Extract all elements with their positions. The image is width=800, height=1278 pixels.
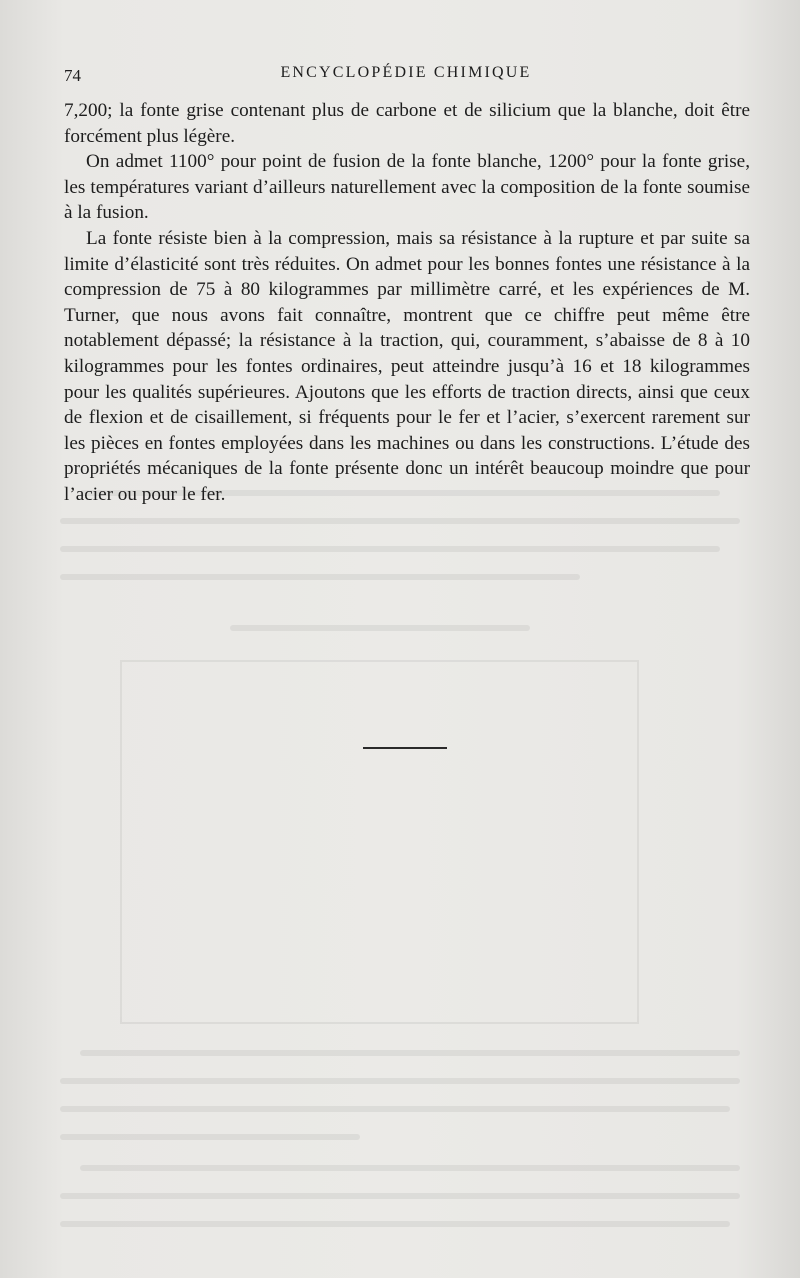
paragraph-fusion-point: On admet 1100° pour point de fusion de la fonte blanche, 1200° pour la fonte grise, les températures variant d’ailleurs naturellement avec la composition de la fonte soumise à la fusion. (64, 151, 750, 224)
page-header (64, 62, 748, 84)
section-end-rule (363, 747, 447, 749)
body-text (64, 98, 750, 508)
running-title: ENCYCLOPÉDIE CHIMIQUE (280, 64, 532, 81)
paragraph-mechanical-resistance: La fonte résiste bien à la compression, mais sa résistance à la rupture et par suite sa limite d’élasticité sont très réduites. On admet pour les bonnes fontes une résistance à la compression de 75 à 80 kilogrammes par millimètre carré, et les expériences de M. Turner, que nous avons fait connaître, montrent que ce chiffre peut même être notablement dépassé; la résistance à la traction, qui, couramment, s’abaisse de 8 à 10 kilogrammes pour les fontes ordinaires, peut atteindre jusqu’à 16 et 18 kilogrammes pour les qualités supérieures. Ajoutons que les efforts de traction directs, ainsi que ceux de flexion et de cisaillement, si fréquents pour le fer et l’acier, s’exercent rarement sur les pièces en fontes employées dans les machines ou dans les constructions. L’étude des propriétés mécaniques de la fonte présente donc un intérêt beaucoup moindre que pour l’acier ou pour le fer. (64, 227, 750, 505)
page-number: 74 (64, 66, 81, 85)
paragraph-density: 7,200; la fonte grise contenant plus de carbone et de silicium que la blanche, doit être forcément plus légère. (64, 100, 750, 147)
